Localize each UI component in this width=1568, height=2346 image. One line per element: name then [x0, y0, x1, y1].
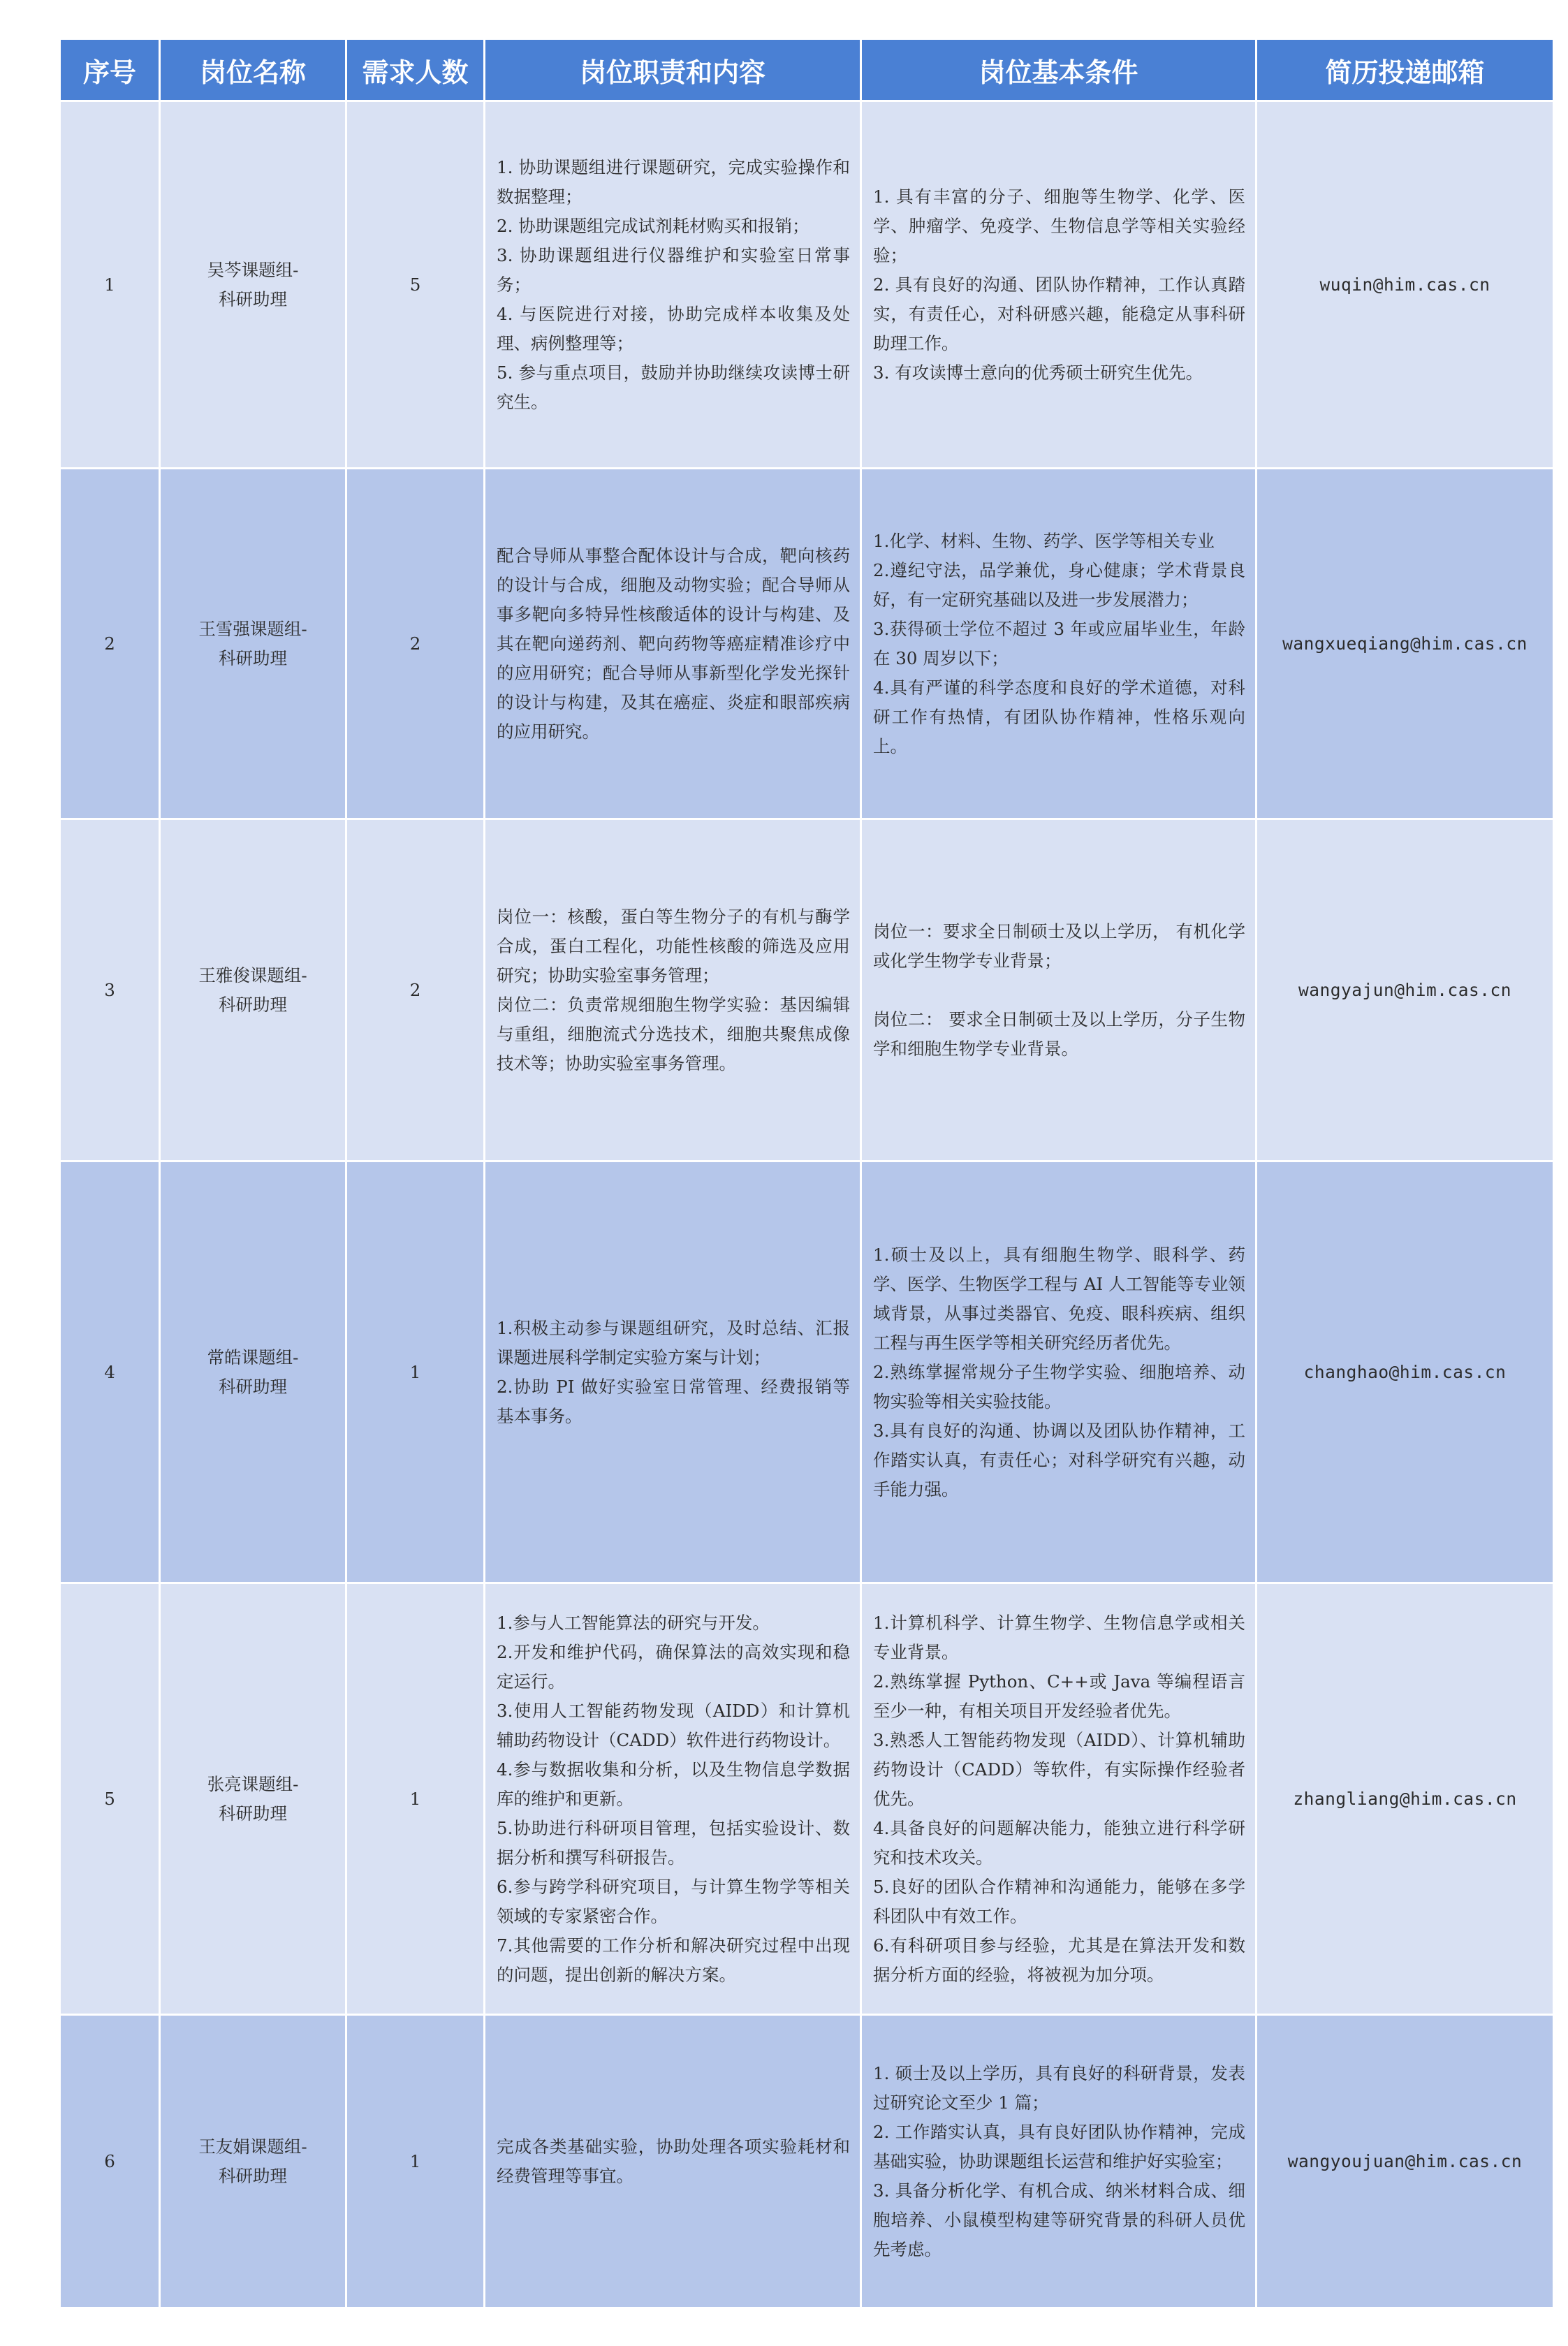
duty-item: 1. 协助课题组进行课题研究，完成实验操作和数据整理； [497, 156, 850, 207]
position-line: 科研助理 [219, 647, 287, 668]
requirement-item: 3.熟悉人工智能药物发现（AIDD）、计算机辅助药物设计（CADD）等软件，有实际操作经验者优先。 [873, 1729, 1245, 1809]
position-line: 科研助理 [219, 2165, 287, 2186]
position-line: 王友娟课题组- [198, 2136, 307, 2157]
email-address[interactable]: wuqin@him.cas.cn [1256, 101, 1554, 469]
email-address[interactable]: wangyoujuan@him.cas.cn [1256, 2015, 1554, 2308]
requirement-item: 6.有科研项目参与经验，尤其是在算法开发和数据分析方面的经验，将被视为加分项。 [873, 1935, 1245, 1985]
table-row [60, 101, 1554, 469]
position-line: 科研助理 [219, 1376, 287, 1397]
requirement-item: 2.熟练掌握 Python、C++或 Java 等编程语言至少一种，有相关项目开发经验者优先。 [873, 1671, 1245, 1721]
position-name [160, 1583, 346, 2015]
requirement-item: 岗位一：要求全日制硕士及以上学历， 有机化学或化学生物学专业背景； [873, 921, 1245, 971]
headcount: 1 [346, 1161, 485, 1583]
duty-item: 完成各类基础实验，协助处理各项实验耗材和经费管理等事宜。 [497, 2136, 850, 2186]
header-requirements: 岗位基本条件 [861, 39, 1256, 101]
row-number: 5 [60, 1583, 160, 2015]
position-line: 常皓课题组- [207, 1347, 299, 1368]
duties-cell [485, 819, 861, 1161]
requirement-spacer [873, 976, 1245, 1005]
duties-cell [485, 469, 861, 819]
position-line: 王雅俊课题组- [198, 965, 307, 985]
duty-item: 岗位一：核酸，蛋白等生物分子的有机与酶学合成，蛋白工程化，功能性核酸的筛选及应用研究；协助实验室事务管理； [497, 906, 850, 985]
row-number: 6 [60, 2015, 160, 2308]
row-number: 4 [60, 1161, 160, 1583]
requirement-item: 岗位二： 要求全日制硕士及以上学历，分子生物学和细胞生物学专业背景。 [873, 1009, 1245, 1059]
table-row [60, 1161, 1554, 1583]
email-address[interactable]: wangyajun@him.cas.cn [1256, 819, 1554, 1161]
row-number: 3 [60, 819, 160, 1161]
header-email: 简历投递邮箱 [1256, 39, 1554, 101]
position-name [160, 469, 346, 819]
position-name [160, 819, 346, 1161]
headcount: 2 [346, 819, 485, 1161]
requirements-cell [861, 2015, 1256, 2308]
requirement-item: 3. 具备分析化学、有机合成、纳米材料合成、细胞培养、小鼠模型构建等研究背景的科研人员优先考虑。 [873, 2180, 1245, 2259]
duties-cell [485, 2015, 861, 2308]
duty-item: 6.参与跨学科研究项目，与计算生物学等相关领域的专家紧密合作。 [497, 1876, 850, 1926]
table-row [60, 1583, 1554, 2015]
email-address[interactable]: zhangliang@him.cas.cn [1256, 1583, 1554, 2015]
position-name [160, 101, 346, 469]
duty-item: 4.参与数据收集和分析，以及生物信息学数据库的维护和更新。 [497, 1759, 850, 1809]
requirement-item: 1.硕士及以上，具有细胞生物学、眼科学、药学、医学、生物医学工程与 AI 人工智能等专业领域背景，从事过类器官、免疫、眼科疾病、组织工程与再生医学等相关研究经历者优先。 [873, 1244, 1245, 1353]
header-duties: 岗位职责和内容 [485, 39, 861, 101]
duties-cell [485, 101, 861, 469]
headcount: 2 [346, 469, 485, 819]
header-position: 岗位名称 [160, 39, 346, 101]
requirement-item: 2. 工作踏实认真，具有良好团队协作精神，完成基础实验，协助课题组长运营和维护好实验室； [873, 2121, 1245, 2171]
requirements-cell [861, 469, 1256, 819]
requirement-item: 5.良好的团队合作精神和沟通能力，能够在多学科团队中有效工作。 [873, 1876, 1245, 1926]
position-line: 张亮课题组- [207, 1773, 299, 1794]
requirement-item: 1.计算机科学、计算生物学、生物信息学或相关专业背景。 [873, 1612, 1245, 1662]
email-address[interactable]: wangxueqiang@him.cas.cn [1256, 469, 1554, 819]
position-line: 王雪强课题组- [198, 618, 307, 639]
duty-item: 2.协助 PI 做好实验室日常管理、经费报销等基本事务。 [497, 1376, 850, 1426]
header-row [60, 39, 1554, 101]
position-line: 科研助理 [219, 288, 287, 309]
position-name [160, 1161, 346, 1583]
duty-item: 7.其他需要的工作分析和解决研究过程中出现的问题，提出创新的解决方案。 [497, 1935, 850, 1985]
position-name [160, 2015, 346, 2308]
requirements-cell [861, 1583, 1256, 2015]
requirement-item: 3.具有良好的沟通、协调以及团队协作精神，工作踏实认真，有责任心；对科学研究有兴趣，动手能力强。 [873, 1420, 1245, 1500]
headcount: 1 [346, 1583, 485, 2015]
requirement-item: 1. 硕士及以上学历，具有良好的科研背景，发表过研究论文至少 1 篇； [873, 2062, 1245, 2113]
duties-cell [485, 1161, 861, 1583]
duty-item: 3.使用人工智能药物发现（AIDD）和计算机辅助药物设计（CADD）软件进行药物设计。 [497, 1700, 850, 1750]
position-line: 吴芩课题组- [207, 259, 299, 280]
requirements-cell [861, 101, 1256, 469]
duty-item: 2. 协助课题组完成试剂耗材购买和报销； [497, 215, 809, 236]
table-row [60, 819, 1554, 1161]
position-line: 科研助理 [219, 994, 287, 1015]
table-row [60, 469, 1554, 819]
requirement-item: 2. 具有良好的沟通、团队协作精神，工作认真踏实，有责任心，对科研感兴趣，能稳定从事科研助理工作。 [873, 274, 1245, 353]
requirements-cell [861, 819, 1256, 1161]
requirement-item: 2.熟练掌握常规分子生物学实验、细胞培养、动物实验等相关实验技能。 [873, 1361, 1245, 1412]
requirement-item: 4.具有严谨的科学态度和良好的学术道德，对科研工作有热情，有团队协作精神，性格乐观向上。 [873, 677, 1245, 756]
requirements-cell [861, 1161, 1256, 1583]
headcount: 5 [346, 101, 485, 469]
requirement-item: 4.具备良好的问题解决能力，能独立进行科学研究和技术攻关。 [873, 1817, 1245, 1868]
requirement-item: 2.遵纪守法，品学兼优，身心健康；学术背景良好，有一定研究基础以及进一步发展潜力； [873, 559, 1245, 610]
table-row [60, 2015, 1554, 2308]
header-no: 序号 [60, 39, 160, 101]
requirement-item: 1.化学、材料、生物、药学、医学等相关专业 [873, 530, 1215, 551]
header-count: 需求人数 [346, 39, 485, 101]
duty-item: 4. 与医院进行对接，协助完成样本收集及处理、病例整理等； [497, 303, 850, 353]
duty-item: 配合导师从事整合配体设计与合成，靶向核药的设计与合成，细胞及动物实验；配合导师从事多靶向多特异性核酸适体的设计与构建、及其在靶向递药剂、靶向药物等癌症精准诊疗中的应用研究；配合导师从事新型化学发光探针的设计与构建，及其在癌症、炎症和眼部疾病的应用研究。 [497, 545, 850, 742]
duty-item: 5. 参与重点项目，鼓励并协助继续攻读博士研究生。 [497, 362, 850, 412]
duty-item: 1.积极主动参与课题组研究，及时总结、汇报课题进展科学制定实验方案与计划； [497, 1317, 850, 1368]
row-number: 1 [60, 101, 160, 469]
job-table [59, 38, 1555, 2309]
email-address[interactable]: changhao@him.cas.cn [1256, 1161, 1554, 1583]
duty-item: 2.开发和维护代码，确保算法的高效实现和稳定运行。 [497, 1641, 850, 1692]
duty-item: 3. 协助课题组进行仪器维护和实验室日常事务； [497, 244, 850, 295]
duties-cell [485, 1583, 861, 2015]
requirement-item: 1. 具有丰富的分子、细胞等生物学、化学、医学、肿瘤学、免疫学、生物信息学等相关实验经验； [873, 186, 1245, 265]
row-number: 2 [60, 469, 160, 819]
duty-item: 1.参与人工智能算法的研究与开发。 [497, 1612, 770, 1633]
requirement-item: 3. 有攻读博士意向的优秀硕士研究生优先。 [873, 362, 1203, 383]
position-line: 科研助理 [219, 1803, 287, 1824]
requirement-item: 3.获得硕士学位不超过 3 年或应届毕业生，年龄在 30 周岁以下； [873, 618, 1245, 668]
duty-item: 岗位二：负责常规细胞生物学实验：基因编辑与重组，细胞流式分选技术，细胞共聚焦成像技术等；协助实验室事务管理。 [497, 994, 850, 1073]
duty-item: 5.协助进行科研项目管理，包括实验设计、数据分析和撰写科研报告。 [497, 1817, 850, 1868]
headcount: 1 [346, 2015, 485, 2308]
